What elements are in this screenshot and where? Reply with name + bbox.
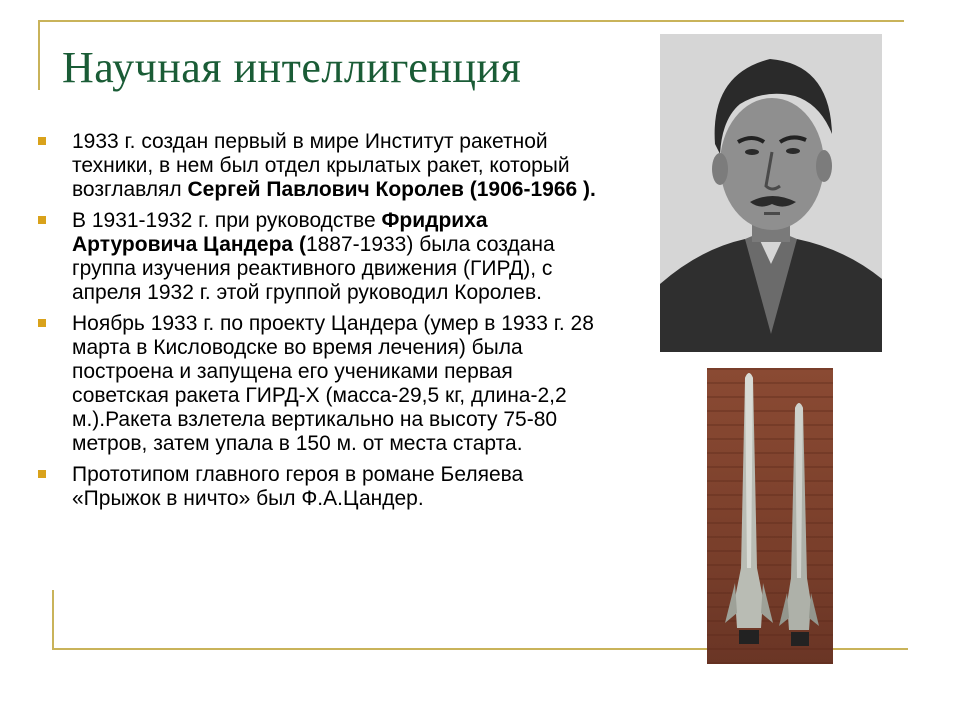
bullet-square-icon: [38, 137, 46, 145]
portrait-photo: [660, 34, 882, 352]
bullet-text: В 1931-1932 г. при руководстве: [72, 209, 382, 232]
bullet-item: [38, 209, 598, 305]
bullet-item: [38, 312, 598, 456]
bullet-text-bold: Фридриха Артуровича Цандера (: [72, 209, 488, 256]
bullet-square-icon: [38, 470, 46, 478]
bullet-text: Прототипом главного героя в романе Беляева «Прыжок в ничто» был Ф.А.Цандер.: [72, 463, 524, 510]
bullet-text: Ноябрь 1933 г. по проекту Цандера (умер в 1933 г. 28 марта в Кисловодске во время лечения) была построена и запущена его учениками первая советская ракета ГИРД-Х (масса-29,5 кг, длина-2,2 м.).Ракета взлетела вертикально на высоту 75-80 метров, затем упала в 150 м. от места старта.: [72, 312, 594, 455]
bullet-square-icon: [38, 216, 46, 224]
bullet-item: [38, 130, 598, 202]
bullet-text-bold: Сергей Павлович Королев (1906-1966 ).: [187, 178, 596, 201]
frame-line-bottom-left: [52, 590, 54, 650]
rockets-photo: [707, 368, 833, 664]
frame-line-left: [38, 20, 40, 90]
bullet-text: 1887-1933) была создана группа изучения реактивного движения (ГИРД), с апреля 1932 г. этой группой руководил Королев.: [72, 233, 555, 304]
bullet-list: [38, 130, 598, 518]
rockets-image: [707, 368, 833, 664]
portrait-image: [660, 34, 882, 352]
frame-line-top: [38, 20, 904, 22]
bullet-item: [38, 463, 598, 511]
bullet-square-icon: [38, 319, 46, 327]
slide-title: Научная интеллигенция: [62, 43, 522, 92]
bullet-text: 1933 г. создан первый в мире Институт ракетной техники, в нем был отдел крылатых ракет, который возглавлял: [72, 130, 570, 201]
